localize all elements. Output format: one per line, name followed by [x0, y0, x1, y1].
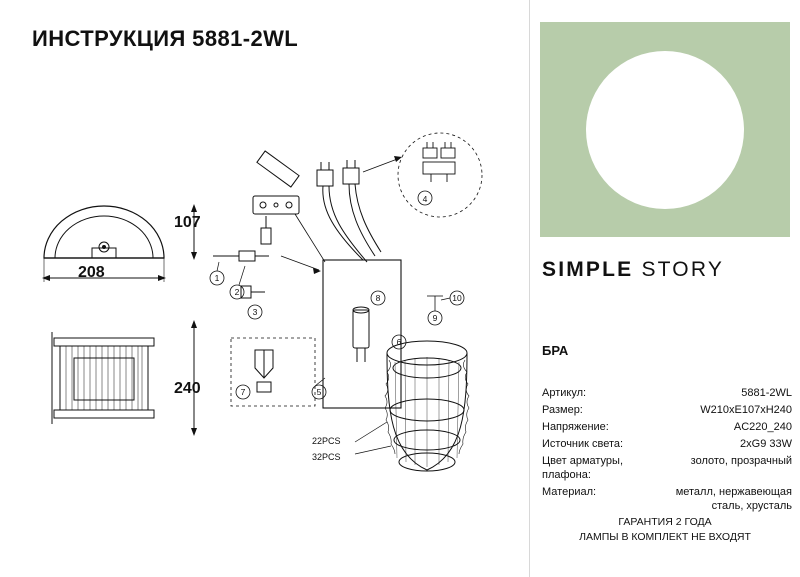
spec-label: Артикул:	[542, 387, 587, 399]
svg-text:9: 9	[432, 313, 438, 323]
spec-row	[542, 386, 792, 400]
svg-text:2: 2	[234, 287, 240, 297]
spec-label: Размер:	[542, 404, 583, 416]
part-label-22pcs: 22PCS	[312, 436, 341, 446]
spec-row	[542, 485, 792, 513]
svg-text:10: 10	[452, 293, 462, 303]
svg-text:6: 6	[396, 337, 402, 347]
dimension-height-107: 107	[174, 214, 201, 231]
spec-value: 2xG9 33W	[740, 438, 792, 450]
svg-text:4: 4	[422, 194, 428, 204]
product-type: БРА	[542, 343, 569, 358]
svg-text:1: 1	[214, 273, 220, 283]
spec-value: 5881-2WL	[741, 387, 792, 399]
lamps-not-included-note: ЛАМПЫ В КОМПЛЕКТ НЕ ВХОДЯТ	[579, 531, 751, 543]
part-label-32pcs: 32PCS	[312, 452, 341, 462]
dimension-width-208: 208	[78, 264, 105, 281]
logo-block	[540, 22, 790, 237]
warranty-note: ГАРАНТИЯ 2 ГОДА	[618, 516, 712, 528]
dimension-height-240: 240	[174, 380, 201, 397]
brand-word-simple: SIMPLE	[542, 258, 634, 281]
brand-word-story: STORY	[641, 258, 725, 281]
exploded-assembly-drawing	[195, 110, 525, 530]
spec-label: Материал:	[542, 486, 597, 498]
spec-row	[542, 437, 792, 451]
spec-value: золото, прозрачный	[690, 455, 792, 467]
svg-text:8: 8	[375, 293, 381, 303]
svg-text:3: 3	[252, 307, 258, 317]
spec-row	[542, 454, 792, 482]
spec-row	[542, 403, 792, 417]
spec-value: металл, нержавеющая сталь, хрусталь	[675, 486, 792, 512]
brand-name	[542, 258, 724, 282]
spec-value: AC220_240	[733, 421, 792, 433]
spec-row	[542, 420, 792, 434]
product-info-panel	[530, 0, 800, 577]
footer-notes	[530, 515, 800, 545]
spec-label: Цвет арматуры, плафона:	[542, 455, 623, 481]
spec-value: W210xE107xH240	[700, 404, 792, 416]
spec-label: Источник света:	[542, 438, 624, 450]
page-title: ИНСТРУКЦИЯ 5881-2WL	[32, 26, 299, 51]
spec-label: Напряжение:	[542, 421, 609, 433]
svg-text:5: 5	[316, 387, 322, 397]
svg-text:7: 7	[240, 387, 246, 397]
spec-table	[542, 386, 792, 516]
logo-circle-icon	[586, 51, 744, 209]
